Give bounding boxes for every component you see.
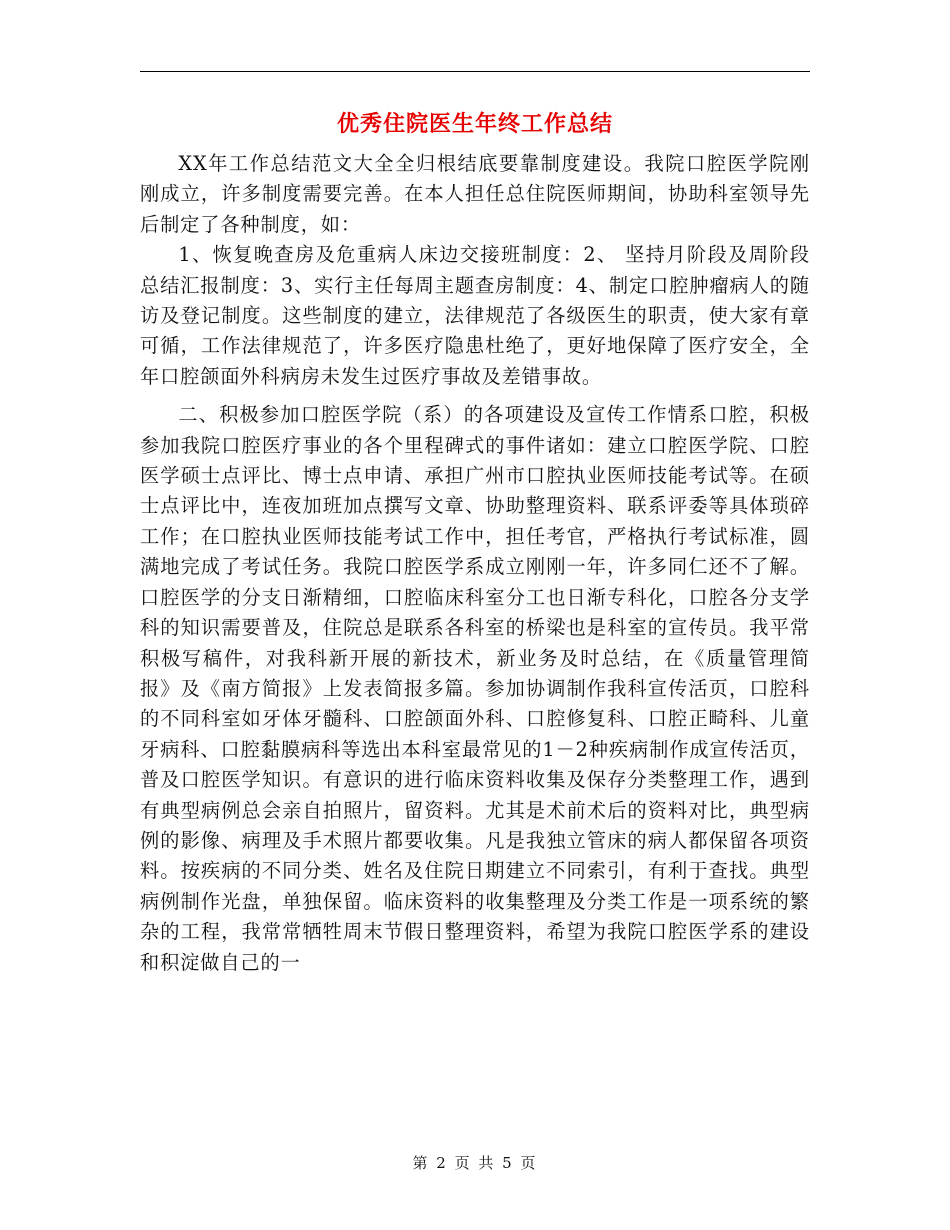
page-label-prefix: 第	[412, 1154, 430, 1172]
page-label-suffix: 页	[520, 1154, 538, 1172]
paragraph-publicity: 二、积极参加口腔医学院（系）的各项建设及宣传工作情系口腔，积极参加我院口腔医疗事业的各个里程碑式的事件诸如：建立口腔医学院、口腔医学硕士点评比、博士点申请、承担广州市口腔执业医师技能考试等。在硕士点评比中，连夜加班加点撰写文章、协助整理资料、联系评委等具体琐碎工作；在口腔执业医师技能考试工作中，担任考官，严格执行考试标准，圆满地完成了考试任务。我院口腔医学系成立刚刚一年，许多同仁还不了解。口腔医学的分支日渐精细，口腔临床科室分工也日渐专科化，口腔各分支学科的知识需要普及，住院总是联系各科室的桥梁也是科室的宣传员。我平常积极写稿件，对我科新开展的新技术，新业务及时总结，在《质量管理简报》及《南方简报》上发表简报多篇。参加协调制作我科宣传活页，口腔科的不同科室如牙体牙髓科、口腔颌面外科、口腔修复科、口腔正畸科、儿童牙病科、口腔黏膜病科等选出本科室最常见的1－2种疾病制作成宣传活页，普及口腔医学知识。有意识的进行临床资料收集及保存分类整理工作，遇到有典型病例总会亲自拍照片，留资料。尤其是术前术后的资料对比，典型病例的影像、病理及手术照片都要收集。凡是我独立管床的病人都保留各项资料。按疾病的不同分类、姓名及住院日期建立不同索引，有利于查找。典型病例制作光盘，单独保留。临床资料的收集整理及分类工作是一项系统的繁杂的工程，我常常牺牲周末节假日整理资料，希望为我院口腔医学系的建设和积淀做自己的一	[140, 403, 810, 974]
page-label-mid: 页 共	[454, 1154, 496, 1172]
document-title: 优秀住院医生年终工作总结	[336, 112, 613, 137]
paragraph-intro: XX年工作总结范文大全全归根结底要靠制度建设。我院口腔医学院刚刚成立，许多制度需要完善。在本人担任总住院医师期间，协助科室领导先后制定了各种制度，如：	[140, 152, 810, 236]
paragraph-rules: 1、恢复晚查房及危重病人床边交接班制度：2、 坚持月阶段及周阶段总结汇报制度：3、实行主任每周主题查房制度：4、制定口腔肿瘤病人的随访及登记制度。这些制度的建立，法律规范了各级医生的职责，使大家有章可循，工作法律规范了，许多医疗隐患杜绝了，更好地保障了医疗安全，全年口腔颌面外科病房未发生过医疗事故及差错事故。	[140, 243, 810, 388]
total-pages-number: 5	[502, 1154, 514, 1172]
header-rule	[140, 71, 810, 72]
document-body	[140, 149, 810, 978]
page-footer	[0, 1153, 950, 1173]
current-page-number: 2	[436, 1154, 448, 1172]
